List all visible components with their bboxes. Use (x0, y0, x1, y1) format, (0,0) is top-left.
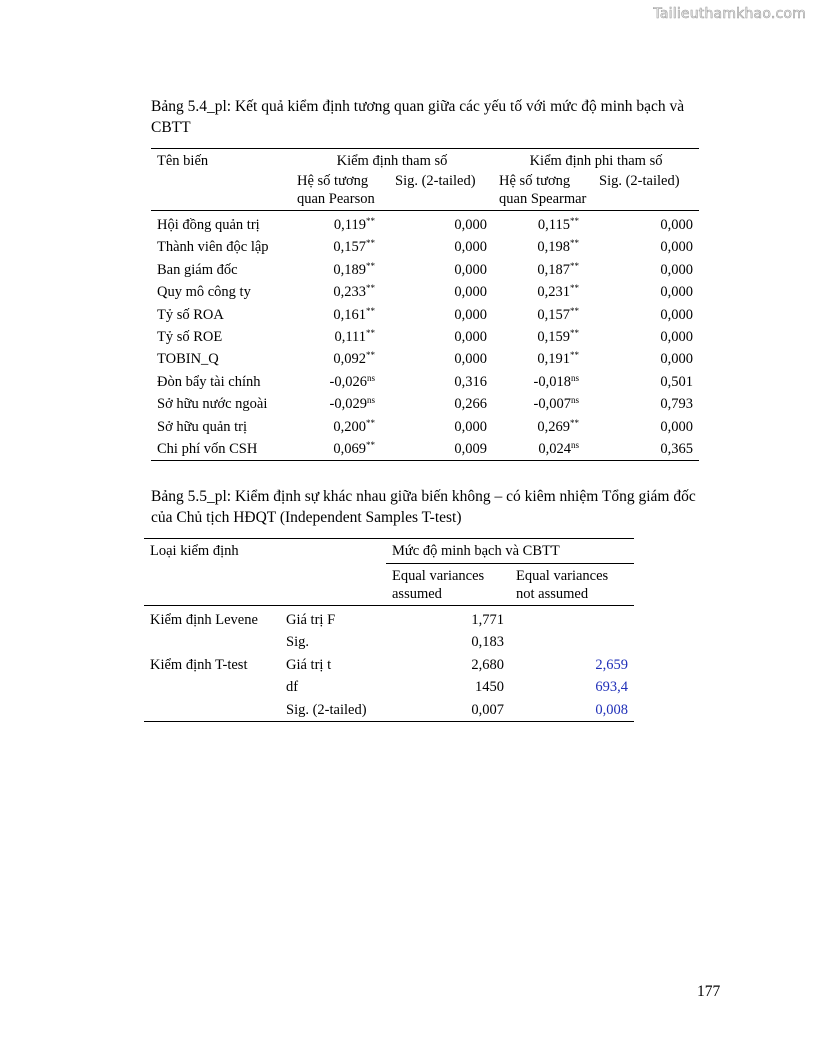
significance-mark: ** (366, 305, 375, 316)
table-row (144, 676, 634, 698)
variable-name: TOBIN_Q (157, 351, 219, 368)
significance-mark: ns (571, 395, 580, 406)
spearman-value: 0,187 (537, 261, 571, 278)
pearson-cell (291, 438, 389, 461)
significance-mark: ** (570, 350, 580, 361)
column-header-test-type: Loại kiểm định (144, 539, 386, 564)
statistic-name: Giá trị t (286, 656, 332, 673)
variable-name: Tỷ số ROE (157, 329, 223, 346)
group-header-transparency: Mức độ minh bạch và CBTT (386, 539, 634, 564)
pearson-value: 0,189 (333, 261, 366, 278)
table-row (151, 236, 699, 258)
sig-value: 0,000 (660, 217, 694, 233)
unequal-variances-value: 0,008 (510, 699, 634, 722)
significance-mark: ** (570, 238, 580, 249)
sig-value: 0,000 (454, 306, 488, 323)
sig-value: 0,000 (660, 306, 694, 323)
significance-mark: ** (366, 350, 375, 361)
significance-mark: ** (366, 417, 375, 428)
pearson-cell (291, 416, 389, 438)
spearman-value: 0,269 (537, 418, 571, 435)
variable-name: Đòn bẩy tài chính (157, 373, 261, 390)
test-name: Kiểm định T-test (150, 656, 248, 673)
pearson-value: 0,119 (333, 217, 366, 233)
column-header-spearman: Hệ số tương quan Spearmar (493, 173, 593, 211)
sig-value: 0,000 (454, 329, 488, 346)
pearson-value: 0,161 (333, 306, 366, 323)
table-row (144, 631, 634, 653)
table-row (151, 371, 699, 393)
significance-mark: ns (571, 440, 580, 451)
significance-mark: ** (366, 283, 375, 294)
unequal-variances-value: 693,4 (595, 679, 629, 696)
variable-name: Sở hữu quản trị (157, 418, 248, 435)
significance-mark: ** (570, 216, 580, 226)
spearman-cell (493, 416, 593, 438)
sig-value: 0,000 (454, 418, 488, 435)
page-number: 177 (697, 983, 721, 1000)
significance-mark: ** (366, 216, 375, 226)
spearman-cell (493, 438, 593, 461)
spearman-value: 0,198 (537, 239, 571, 256)
sig-value: 0,793 (660, 396, 694, 413)
significance-mark: ** (570, 260, 580, 271)
significance-mark: ** (570, 305, 580, 316)
correlation-table (151, 148, 699, 461)
pearson-cell (291, 304, 389, 326)
pearson-cell (291, 236, 389, 258)
variable-name: Quy mô công ty (157, 284, 251, 301)
spearman-cell (493, 326, 593, 348)
header-spacer (144, 564, 386, 606)
significance-mark: ns (366, 395, 375, 406)
equal-variances-value: 1450 (475, 679, 504, 696)
variable-name: Ban giám đốc (157, 261, 238, 278)
significance-mark: ** (366, 328, 375, 339)
pearson-cell (291, 393, 389, 415)
column-header-equal-variances: Equal variances assumed (386, 564, 510, 606)
equal-variances-value: 0,007 (386, 699, 510, 722)
pearson-cell (291, 371, 389, 393)
significance-mark: ns (366, 372, 375, 383)
column-header-pearson: Hệ số tương quan Pearson (291, 173, 389, 211)
test-name: Kiểm định Levene (150, 612, 258, 628)
sig-value: 0,316 (454, 373, 488, 390)
group-header-parametric: Kiểm định tham số (291, 149, 493, 174)
variable-name: Thành viên độc lập (157, 239, 269, 256)
unequal-variances-value: 2,659 (595, 656, 629, 673)
spearman-value: 0,024 (538, 441, 571, 458)
sig-value: 0,266 (454, 396, 488, 413)
test-name (144, 699, 280, 722)
spearman-value: 0,191 (537, 351, 571, 368)
sig-value: 0,000 (660, 284, 694, 301)
table-row (151, 304, 699, 326)
pearson-value: 0,111 (334, 329, 366, 346)
variable-name: Tỷ số ROA (157, 306, 224, 323)
sig-value: 0,000 (660, 239, 694, 256)
pearson-cell (291, 326, 389, 348)
group-header-nonparametric: Kiểm định phi tham số (493, 149, 699, 174)
significance-mark: ns (571, 372, 580, 383)
pearson-value: 0,092 (333, 351, 366, 368)
watermark: Tailieuthamkhao.com (653, 6, 806, 22)
sig-value: 0,501 (660, 373, 694, 390)
sig-value: 0,000 (454, 261, 488, 278)
significance-mark: ** (570, 417, 580, 428)
significance-mark: ** (366, 440, 375, 451)
significance-mark: ** (366, 238, 375, 249)
spearman-cell (493, 371, 593, 393)
pearson-cell (291, 259, 389, 281)
column-header-variable: Tên biến (151, 149, 291, 174)
significance-mark: ** (570, 328, 580, 339)
variable-name: Chi phí vốn CSH (151, 438, 291, 461)
sig-value: 0,000 (454, 351, 488, 368)
sig-value: 0,000 (660, 261, 694, 278)
t-test-table (144, 538, 634, 722)
sig-value: 0,000 (454, 284, 488, 301)
column-header-sig-2: Sig. (2-tailed) (593, 173, 699, 211)
statistic-name: Sig. (286, 634, 309, 651)
pearson-cell (291, 348, 389, 370)
table-row (151, 416, 699, 438)
sig-value: 0,000 (454, 217, 488, 233)
pearson-value: 0,200 (333, 418, 366, 435)
pearson-value: 0,069 (333, 441, 366, 458)
unequal-variances-value (510, 606, 634, 632)
significance-mark: ** (570, 283, 580, 294)
table-caption: Bảng 5.5_pl: Kiểm định sự khác nhau giữa biến không – có kiêm nhiệm Tổng giám đốc của Chủ tịch HĐQT (Independent Samples T-test) (151, 488, 696, 526)
table-row (151, 348, 699, 370)
header-spacer (151, 173, 291, 211)
variable-name: Sở hữu nước ngoài (157, 396, 268, 413)
equal-variances-value: 1,771 (471, 612, 504, 628)
pearson-cell (291, 211, 389, 237)
table-row (151, 259, 699, 281)
table-caption: Bảng 5.4_pl: Kết quả kiểm định tương quan giữa các yếu tố với mức độ minh bạch và CBTT (151, 98, 685, 136)
spearman-value: 0,159 (537, 329, 571, 346)
spearman-value: -0,018 (533, 373, 571, 390)
sig-value: 0,000 (454, 239, 488, 256)
pearson-cell (291, 281, 389, 303)
spearman-cell (493, 211, 593, 237)
test-name (144, 631, 280, 653)
statistic-name: Sig. (2-tailed) (280, 699, 386, 722)
column-header-unequal-variances: Equal variances not assumed (510, 564, 634, 606)
spearman-value: 0,231 (537, 284, 571, 301)
significance-mark: ** (366, 260, 375, 271)
table-row (144, 606, 634, 632)
column-header-sig-1: Sig. (2-tailed) (389, 173, 493, 211)
test-name (144, 676, 280, 698)
pearson-value: 0,233 (333, 284, 366, 301)
pearson-value: 0,157 (333, 239, 366, 256)
sig-value: 0,000 (660, 418, 694, 435)
sig-value: 0,365 (593, 438, 699, 461)
table-row (151, 211, 699, 237)
spearman-cell (493, 348, 593, 370)
sig-value: 0,009 (389, 438, 493, 461)
table-row (151, 326, 699, 348)
spearman-cell (493, 281, 593, 303)
table-row (144, 699, 634, 722)
spearman-cell (493, 304, 593, 326)
table-row (144, 654, 634, 676)
spearman-cell (493, 393, 593, 415)
unequal-variances-value (510, 631, 634, 653)
sig-value: 0,000 (660, 329, 694, 346)
table-row (151, 393, 699, 415)
pearson-value: -0,029 (329, 396, 367, 413)
variable-name: Hội đồng quản trị (157, 217, 260, 233)
table-row (151, 438, 699, 461)
statistic-name: Giá trị F (286, 612, 336, 628)
spearman-cell (493, 259, 593, 281)
statistic-name: df (286, 679, 299, 696)
sig-value: 0,000 (660, 351, 694, 368)
spearman-value: -0,007 (533, 396, 571, 413)
table-row (151, 281, 699, 303)
equal-variances-value: 0,183 (471, 634, 504, 651)
spearman-value: 0,157 (537, 306, 571, 323)
spearman-cell (493, 236, 593, 258)
equal-variances-value: 2,680 (471, 656, 504, 673)
pearson-value: -0,026 (329, 373, 367, 390)
spearman-value: 0,115 (537, 217, 571, 233)
